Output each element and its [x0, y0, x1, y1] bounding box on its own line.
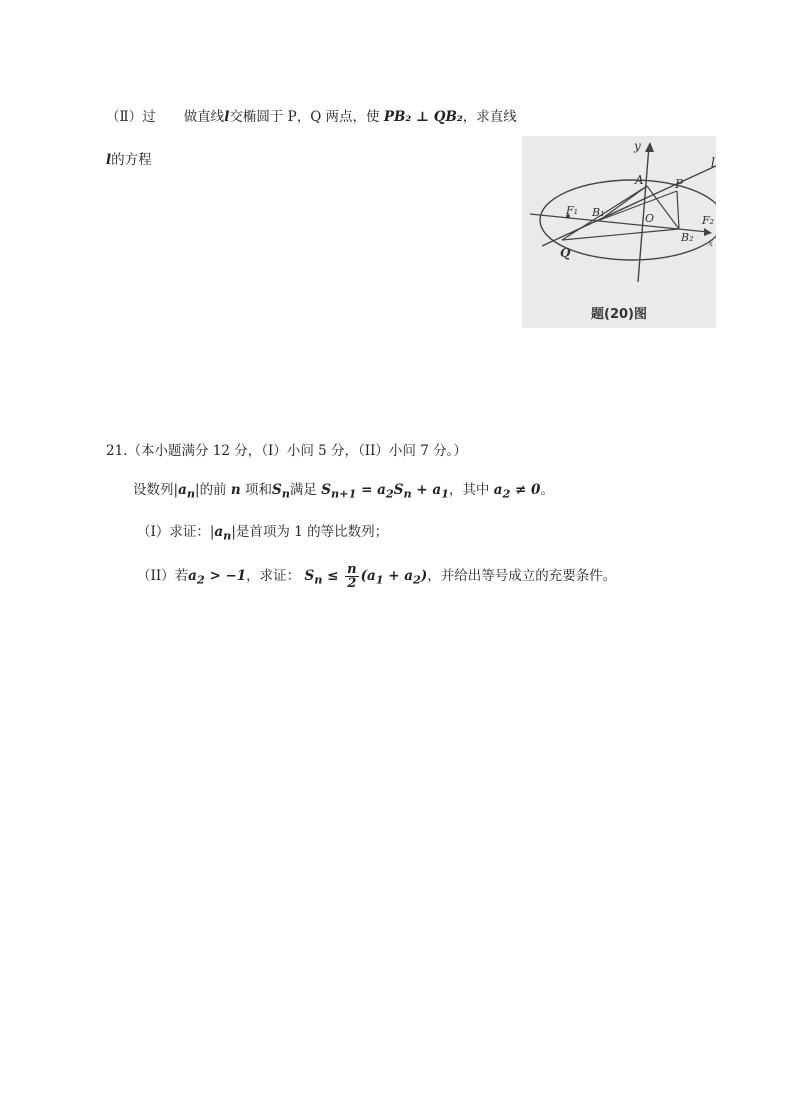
stmt-part1: 设数列	[133, 482, 174, 498]
stmt-part4: 满足	[289, 482, 317, 498]
seq-a-sub: n	[186, 486, 195, 501]
label-y: y	[634, 139, 641, 153]
label-B1: B₁	[592, 206, 605, 219]
problem21-header	[106, 441, 467, 461]
label-F1: F₁	[566, 204, 579, 217]
stmt-part3: 项和	[244, 482, 272, 498]
stmt-part2: 的前	[199, 482, 227, 498]
part2-prefix: （Ⅱ）过	[106, 109, 156, 125]
recurrence-equation: $S_{n+1} = a_2S_n + a_1$	[321, 482, 449, 501]
q1-suffix: 是首项为 1 的等比数列；	[235, 524, 389, 540]
q2-fraction: $\frac{n}{2}$	[347, 562, 357, 591]
stmt-part5: ，其中	[448, 482, 490, 498]
q2-condition: $a_2 > -1$	[188, 568, 247, 587]
label-O: O	[645, 212, 655, 225]
var-S: S	[271, 482, 282, 498]
label-l: l	[710, 156, 715, 171]
part2-suffix: ，求直线	[462, 109, 517, 125]
q2-inequality: $S_n$ ≤	[304, 568, 344, 587]
var-n: n	[230, 482, 241, 498]
part2-line2-suffix: 的方程	[111, 152, 152, 168]
problem21-header-text: 21.（本小题满分 12 分，（I）小问 5 分，（II）小问 7 分。）	[106, 443, 467, 459]
label-x: x	[708, 239, 714, 249]
label-A: A	[635, 173, 644, 187]
part2-mid: 做直线	[183, 109, 225, 125]
problem21-q1: （I）求证：$|a_n|$是首项为 1 的等比数列；	[137, 524, 389, 543]
label-Q: Q	[560, 246, 571, 260]
label-F2: F₂	[702, 214, 715, 227]
part2-line1	[106, 107, 517, 127]
perpendicular-expression: PB₂ ⊥ QB₂	[383, 109, 463, 125]
line-l-symbol-2: l	[106, 152, 112, 168]
part2-line2	[106, 150, 152, 170]
part2-after-l: 交椭圆于 P，Q 两点，使	[229, 109, 380, 125]
stmt-part6: 。	[540, 482, 554, 498]
q2-suffix: ，并给出等号成立的充要条件。	[427, 568, 617, 584]
q1-seq-sub: n	[223, 528, 232, 543]
q1-seq: a	[214, 524, 224, 540]
q1-prefix: （I）求证：	[137, 524, 210, 540]
q2-paren-expr: $(a_1 + a_2)$	[360, 568, 428, 587]
q2-mid: ，求证：	[246, 568, 301, 584]
seq-a: a	[178, 482, 187, 498]
problem21-statement: 设数列$|a_n|$的前 n 项和$S_n$满足 $S_{n+1} = a_2S_n + a_1$，其中 $a_2 \ne 0$。	[133, 482, 554, 501]
line-l-symbol: l	[224, 109, 230, 125]
var-S-sub: n	[281, 486, 290, 501]
condition-a2: $a_2 \ne 0$	[493, 482, 541, 501]
problem21-q2	[137, 563, 616, 592]
ellipse-figure	[522, 136, 716, 328]
ellipse-figure-svg	[522, 136, 716, 328]
label-P: P	[675, 177, 684, 191]
q2-prefix: （II）若	[137, 568, 189, 584]
label-B2: B₂	[681, 231, 694, 244]
figure-caption: 题(20)图	[591, 307, 647, 322]
